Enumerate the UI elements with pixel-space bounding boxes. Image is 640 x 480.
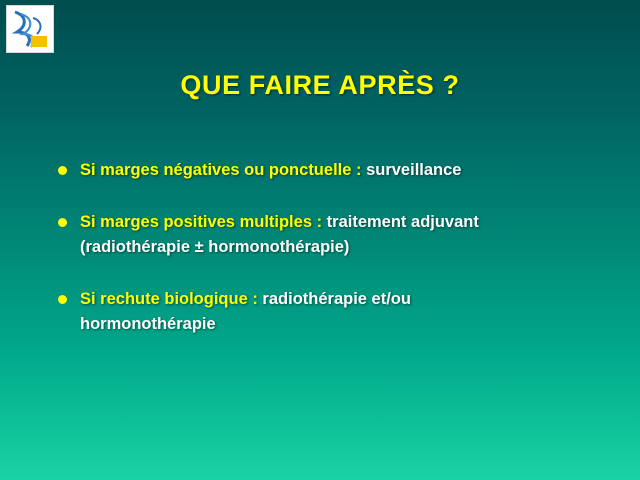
page-title: QUE FAIRE APRÈS ? <box>180 70 460 100</box>
bullet-highlight: Si rechute biologique : <box>80 289 258 308</box>
bullet-highlight: Si marges négatives ou ponctuelle : <box>80 161 362 179</box>
bullet-continuation: (radiothérapie ± hormonothérapie) <box>80 238 350 257</box>
bullet-highlight: Si marges positives multiples : <box>80 212 323 231</box>
bullet-text: radiothérapie et/ou <box>257 289 411 308</box>
bullet-dot-icon <box>58 166 67 175</box>
bullet-text: surveillance <box>361 161 462 179</box>
logo-icon <box>6 5 54 53</box>
bullet-dot-icon <box>58 295 67 304</box>
bullet-text: traitement adjuvant <box>322 212 479 231</box>
bullet-list <box>54 158 616 364</box>
bullet-continuation: hormonothérapie <box>80 315 216 334</box>
list-item <box>54 210 616 261</box>
list-item <box>54 158 616 184</box>
bullet-dot-icon <box>58 218 67 227</box>
list-item <box>54 287 616 338</box>
